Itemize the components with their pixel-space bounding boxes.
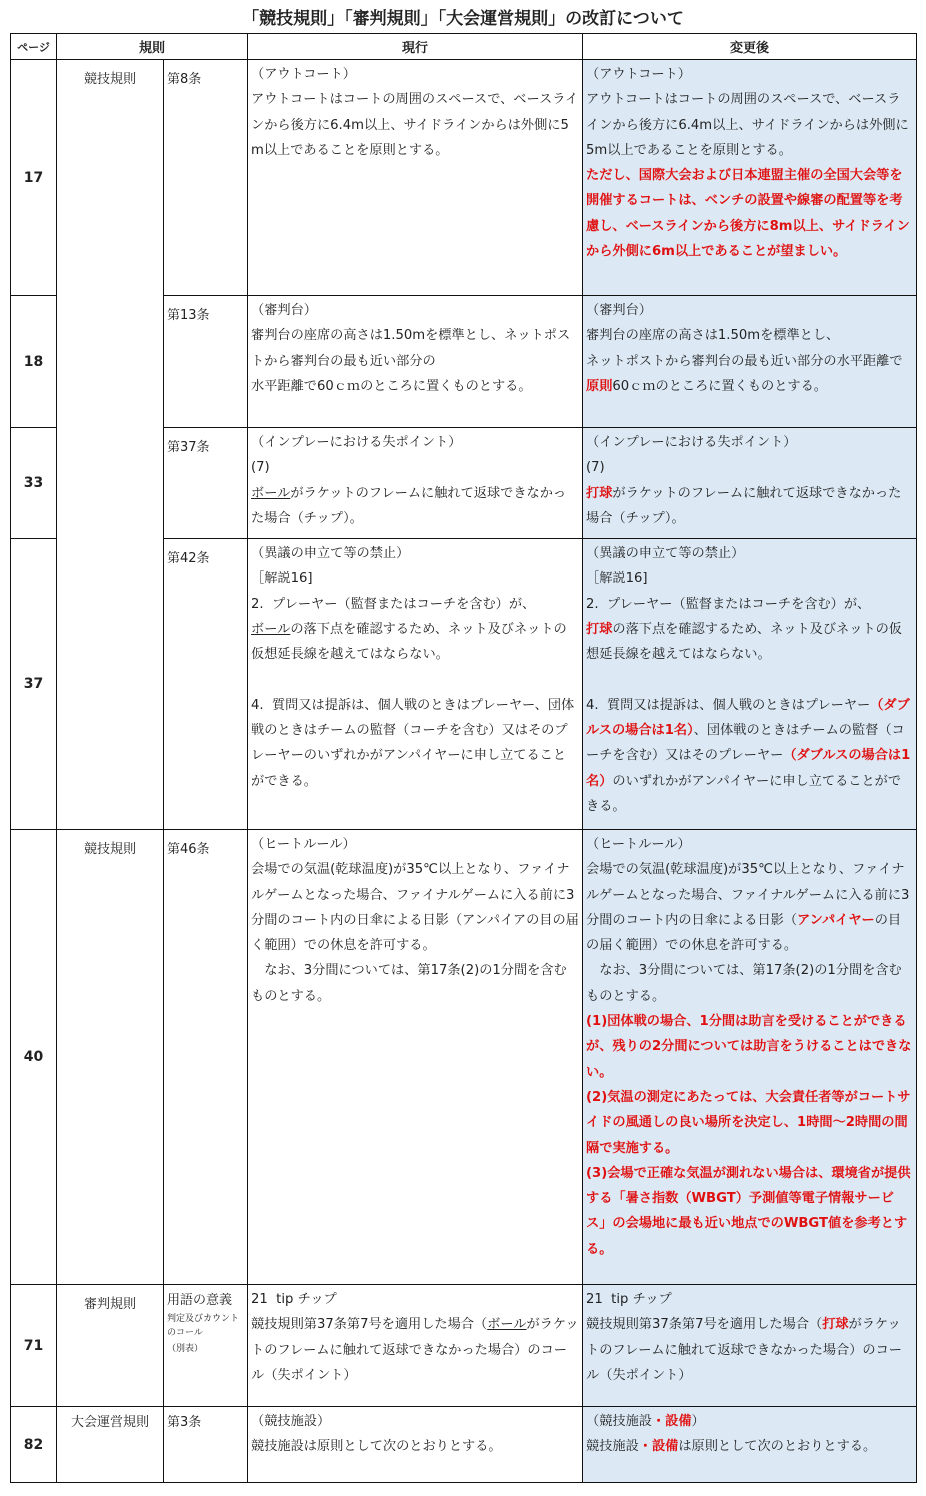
page-number: 33 — [11, 428, 57, 539]
text-line: （アウトコート） — [586, 67, 691, 82]
revised-highlight: ただし、国際大会および日本連盟主催の全国大会等を開催するコートは、ベンチの設置や線審の配置等を考慮し、ベースラインから後方に8m以上、サイドラインから外側に6m以上であることが望ましい。 — [586, 168, 910, 260]
current-text — [248, 1285, 583, 1407]
table-row — [11, 1407, 917, 1483]
text-line — [251, 1312, 579, 1388]
text-line: （ヒートルール） — [586, 837, 691, 852]
text-line — [586, 481, 913, 532]
text-segment: の落下点を確認するため、ネット及びネットの仮想延長線を越えてはならない。 — [251, 621, 567, 663]
revised-text — [583, 296, 917, 428]
rule-category: 競技規則 — [57, 60, 164, 296]
underlined-term: ボール — [251, 485, 291, 501]
underlined-term: ボール — [487, 1317, 527, 1333]
text-segment: 60ｃｍのところに置くものとする。 — [612, 378, 827, 394]
article: 第3条 — [164, 1407, 248, 1483]
text-line: アウトコートはコートの周囲のスペースで、ベースラインから後方に6.4m以上、サイドラインからは外側に5m以上であることを原則とする。 — [251, 92, 579, 158]
text-segment: の目の届く範囲）での休息を許可する。 — [586, 912, 902, 954]
revised-highlight: アンパイヤー — [797, 912, 875, 928]
revised-highlight: 打球 — [586, 621, 613, 637]
page-number: 17 — [11, 60, 57, 296]
article: 第42条 — [164, 539, 248, 830]
rule-category-continued — [57, 296, 164, 428]
revised-text — [583, 60, 917, 296]
text-line: 21 tip チップ — [251, 1292, 337, 1307]
text-line — [251, 617, 579, 668]
text-line — [586, 1312, 913, 1388]
current-text — [248, 60, 583, 296]
text-line: （ヒートルール） — [251, 837, 356, 852]
text-line: 2. プレーヤー（監督またはコーチを含む）が、 — [586, 596, 871, 612]
text-line: なお、3分間については、第17条(2)の1分間を含むものとする。 — [251, 963, 567, 1004]
page-number: 37 — [11, 539, 57, 830]
text-line: 2. プレーヤー（監督またはコーチを含む）が、 — [251, 596, 536, 612]
text-line: （異議の申立て等の禁止） — [251, 546, 410, 561]
blank-line — [251, 667, 579, 692]
text-segment: の落下点を確認するため、ネット及びネットの仮想延長線を越えてはならない。 — [586, 621, 902, 663]
underlined-term: ボール — [251, 621, 291, 637]
text-segment: がラケットのフレームに触れて返球できなかった場合（チップ）。 — [251, 485, 567, 526]
rule-category: 審判規則 — [57, 1285, 164, 1407]
text-line — [586, 617, 913, 668]
text-segment: （競技施設 — [586, 1414, 652, 1429]
current-text — [248, 428, 583, 539]
current-text — [248, 296, 583, 428]
rule-category-continued — [57, 428, 164, 539]
text-line — [586, 857, 913, 958]
text-segment: 競技規則第37条第7号を適用した場合（ — [586, 1317, 823, 1333]
text-line: （競技施設） — [251, 1414, 331, 1429]
header-rule: 規則 — [57, 34, 248, 60]
header-row — [11, 34, 917, 60]
page-title: 「競技規則」「審判規則」「大会運営規則」の改訂について — [242, 9, 684, 29]
text-line: 21 tip チップ — [586, 1292, 672, 1307]
text-segment: 4. 質問又は提訴は、個人戦のときはプレーヤー — [586, 697, 871, 713]
revision-table — [10, 33, 917, 1483]
article: 第37条 — [164, 428, 248, 539]
text-line: (7) — [586, 460, 605, 476]
text-line: なお、3分間については、第17条(2)の1分間を含むものとする。 — [586, 963, 902, 1004]
article-subtitle: 判定及びカウントのコール — [167, 1314, 240, 1338]
text-line: （審判台） — [586, 303, 652, 318]
text-segment: がラケットのフレームに触れて返球できなかった場合（チップ）。 — [586, 485, 902, 526]
text-segment: ） — [691, 1414, 705, 1429]
revised-highlight: （ダブルスの場合は1名） — [586, 748, 911, 789]
text-segment: 競技施設 — [586, 1439, 639, 1455]
text-line: 審判台の座席の高さは1.50mを標準とし、 — [586, 328, 840, 344]
blank-line — [586, 667, 913, 692]
revised-text — [583, 539, 917, 830]
text-line: （インプレーにおける失ポイント） — [251, 435, 462, 450]
text-segment: 競技規則第37条第7号を適用した場合（ — [251, 1317, 488, 1333]
article: 第46条 — [164, 830, 248, 1285]
header-revised: 変更後 — [583, 34, 917, 60]
text-line: 水平距離で60ｃｍのところに置くものとする。 — [251, 378, 532, 394]
text-line: (7) — [251, 460, 270, 476]
text-line — [586, 1409, 913, 1434]
text-segment: がラケットのフレームに触れて返球できなかった場合）のコール（失ポイント） — [251, 1317, 579, 1383]
text-line: 審判台の座席の高さは1.50mを標準とし、ネットポストから審判台の最も近い部分の — [251, 328, 571, 369]
text-line: ［解説16] — [251, 571, 313, 587]
page-number: 18 — [11, 296, 57, 428]
page-number: 82 — [11, 1407, 57, 1483]
text-segment: 、団体戦のときはチームの監督（コーチを含む）又はそのプレーヤー — [586, 723, 905, 764]
page-number: 71 — [11, 1285, 57, 1407]
text-segment: のいずれかがアンパイヤーに申し立てることができる。 — [586, 773, 902, 814]
text-line: ［解説16] — [586, 571, 648, 587]
header-current: 現行 — [248, 34, 583, 60]
text-line — [586, 349, 913, 400]
text-line: 競技施設は原則として次のとおりとする。 — [251, 1439, 502, 1455]
article-subtitle: （別表） — [167, 1344, 204, 1354]
table-row — [11, 60, 917, 296]
article — [164, 1285, 248, 1407]
text-segment: は原則として次のとおりとする。 — [678, 1439, 877, 1455]
revised-highlight: 打球 — [822, 1317, 849, 1333]
revised-text — [583, 1407, 917, 1483]
revised-highlight: （ダブルスの場合は1名） — [586, 697, 910, 739]
header-page: ページ — [11, 34, 57, 60]
text-line: （インプレーにおける失ポイント） — [586, 435, 797, 450]
rule-category: 大会運営規則 — [57, 1407, 164, 1483]
text-segment: がラケットのフレームに触れて返球できなかった場合）のコール（失ポイント） — [586, 1317, 902, 1383]
revised-text — [583, 830, 917, 1285]
text-segment: ネットポストから審判台の最も近い部分の水平距離で — [586, 353, 903, 369]
page-number: 40 — [11, 830, 57, 1285]
table-row — [11, 830, 917, 1285]
article: 第13条 — [164, 296, 248, 428]
text-line — [586, 693, 913, 819]
revised-highlight: (1)団体戦の場合、1分間は助言を受けることができるが、残りの2分間については助言をうけることはできない。 — [586, 1014, 912, 1080]
table-row — [11, 296, 917, 428]
text-line: 会場での気温(乾球温度)が35℃以上となり、ファイナルゲームとなった場合、ファイナルゲームに入る前に3分間のコート内の日傘による日影（アンパイアの目の届く範囲）での休息を許可する。 — [251, 862, 579, 954]
revised-text — [583, 428, 917, 539]
rule-category: 競技規則 — [57, 830, 164, 1285]
revised-highlight: 打球 — [586, 485, 613, 501]
text-line: 4. 質問又は提訴は、個人戦のときはプレーヤー、団体戦のときはチームの監督（コーチを含む）又はそのプレーヤーのいずれかがアンパイヤーに申し立てることができる。 — [251, 697, 575, 789]
revised-highlight: ・設備 — [651, 1414, 692, 1429]
text-line — [586, 1434, 913, 1459]
article-title: 用語の意義 — [167, 1293, 233, 1308]
current-text — [248, 539, 583, 830]
revised-highlight: (3)会場で正確な気温が測れない場合は、環境省が提供する「暑さ指数（WBGT）予測値等電子情報サービス」の会場地に最も近い地点でのWBGT値を参考とする。 — [586, 1165, 911, 1257]
table-row — [11, 539, 917, 830]
text-line: アウトコートはコートの周囲のスペースで、ベースラインから後方に6.4m以上、サイドラインからは外側に5m以上であることを原則とする。 — [586, 92, 909, 158]
text-line: （アウトコート） — [251, 67, 356, 82]
revised-highlight: (2)気温の測定にあたっては、大会責任者等がコートサイドの風通しの良い場所を決定し、1時間～2時間の間隔で実施する。 — [586, 1089, 911, 1156]
current-text — [248, 830, 583, 1285]
article: 第8条 — [164, 60, 248, 296]
rule-category-continued — [57, 539, 164, 830]
current-text — [248, 1407, 583, 1483]
revised-text — [583, 1285, 917, 1407]
revised-highlight: ・設備 — [638, 1439, 679, 1455]
text-line: （審判台） — [251, 303, 317, 318]
table-row — [11, 428, 917, 539]
revised-highlight: 原則 — [586, 378, 613, 394]
table-row — [11, 1285, 917, 1407]
text-line: （異議の申立て等の禁止） — [586, 546, 745, 561]
text-line — [251, 481, 579, 532]
text-segment: 会場での気温(乾球温度)が35℃以上となり、ファイナルゲームとなった場合、ファイナルゲームに入る前に3分間のコート内の日傘による日影（ — [586, 862, 910, 928]
